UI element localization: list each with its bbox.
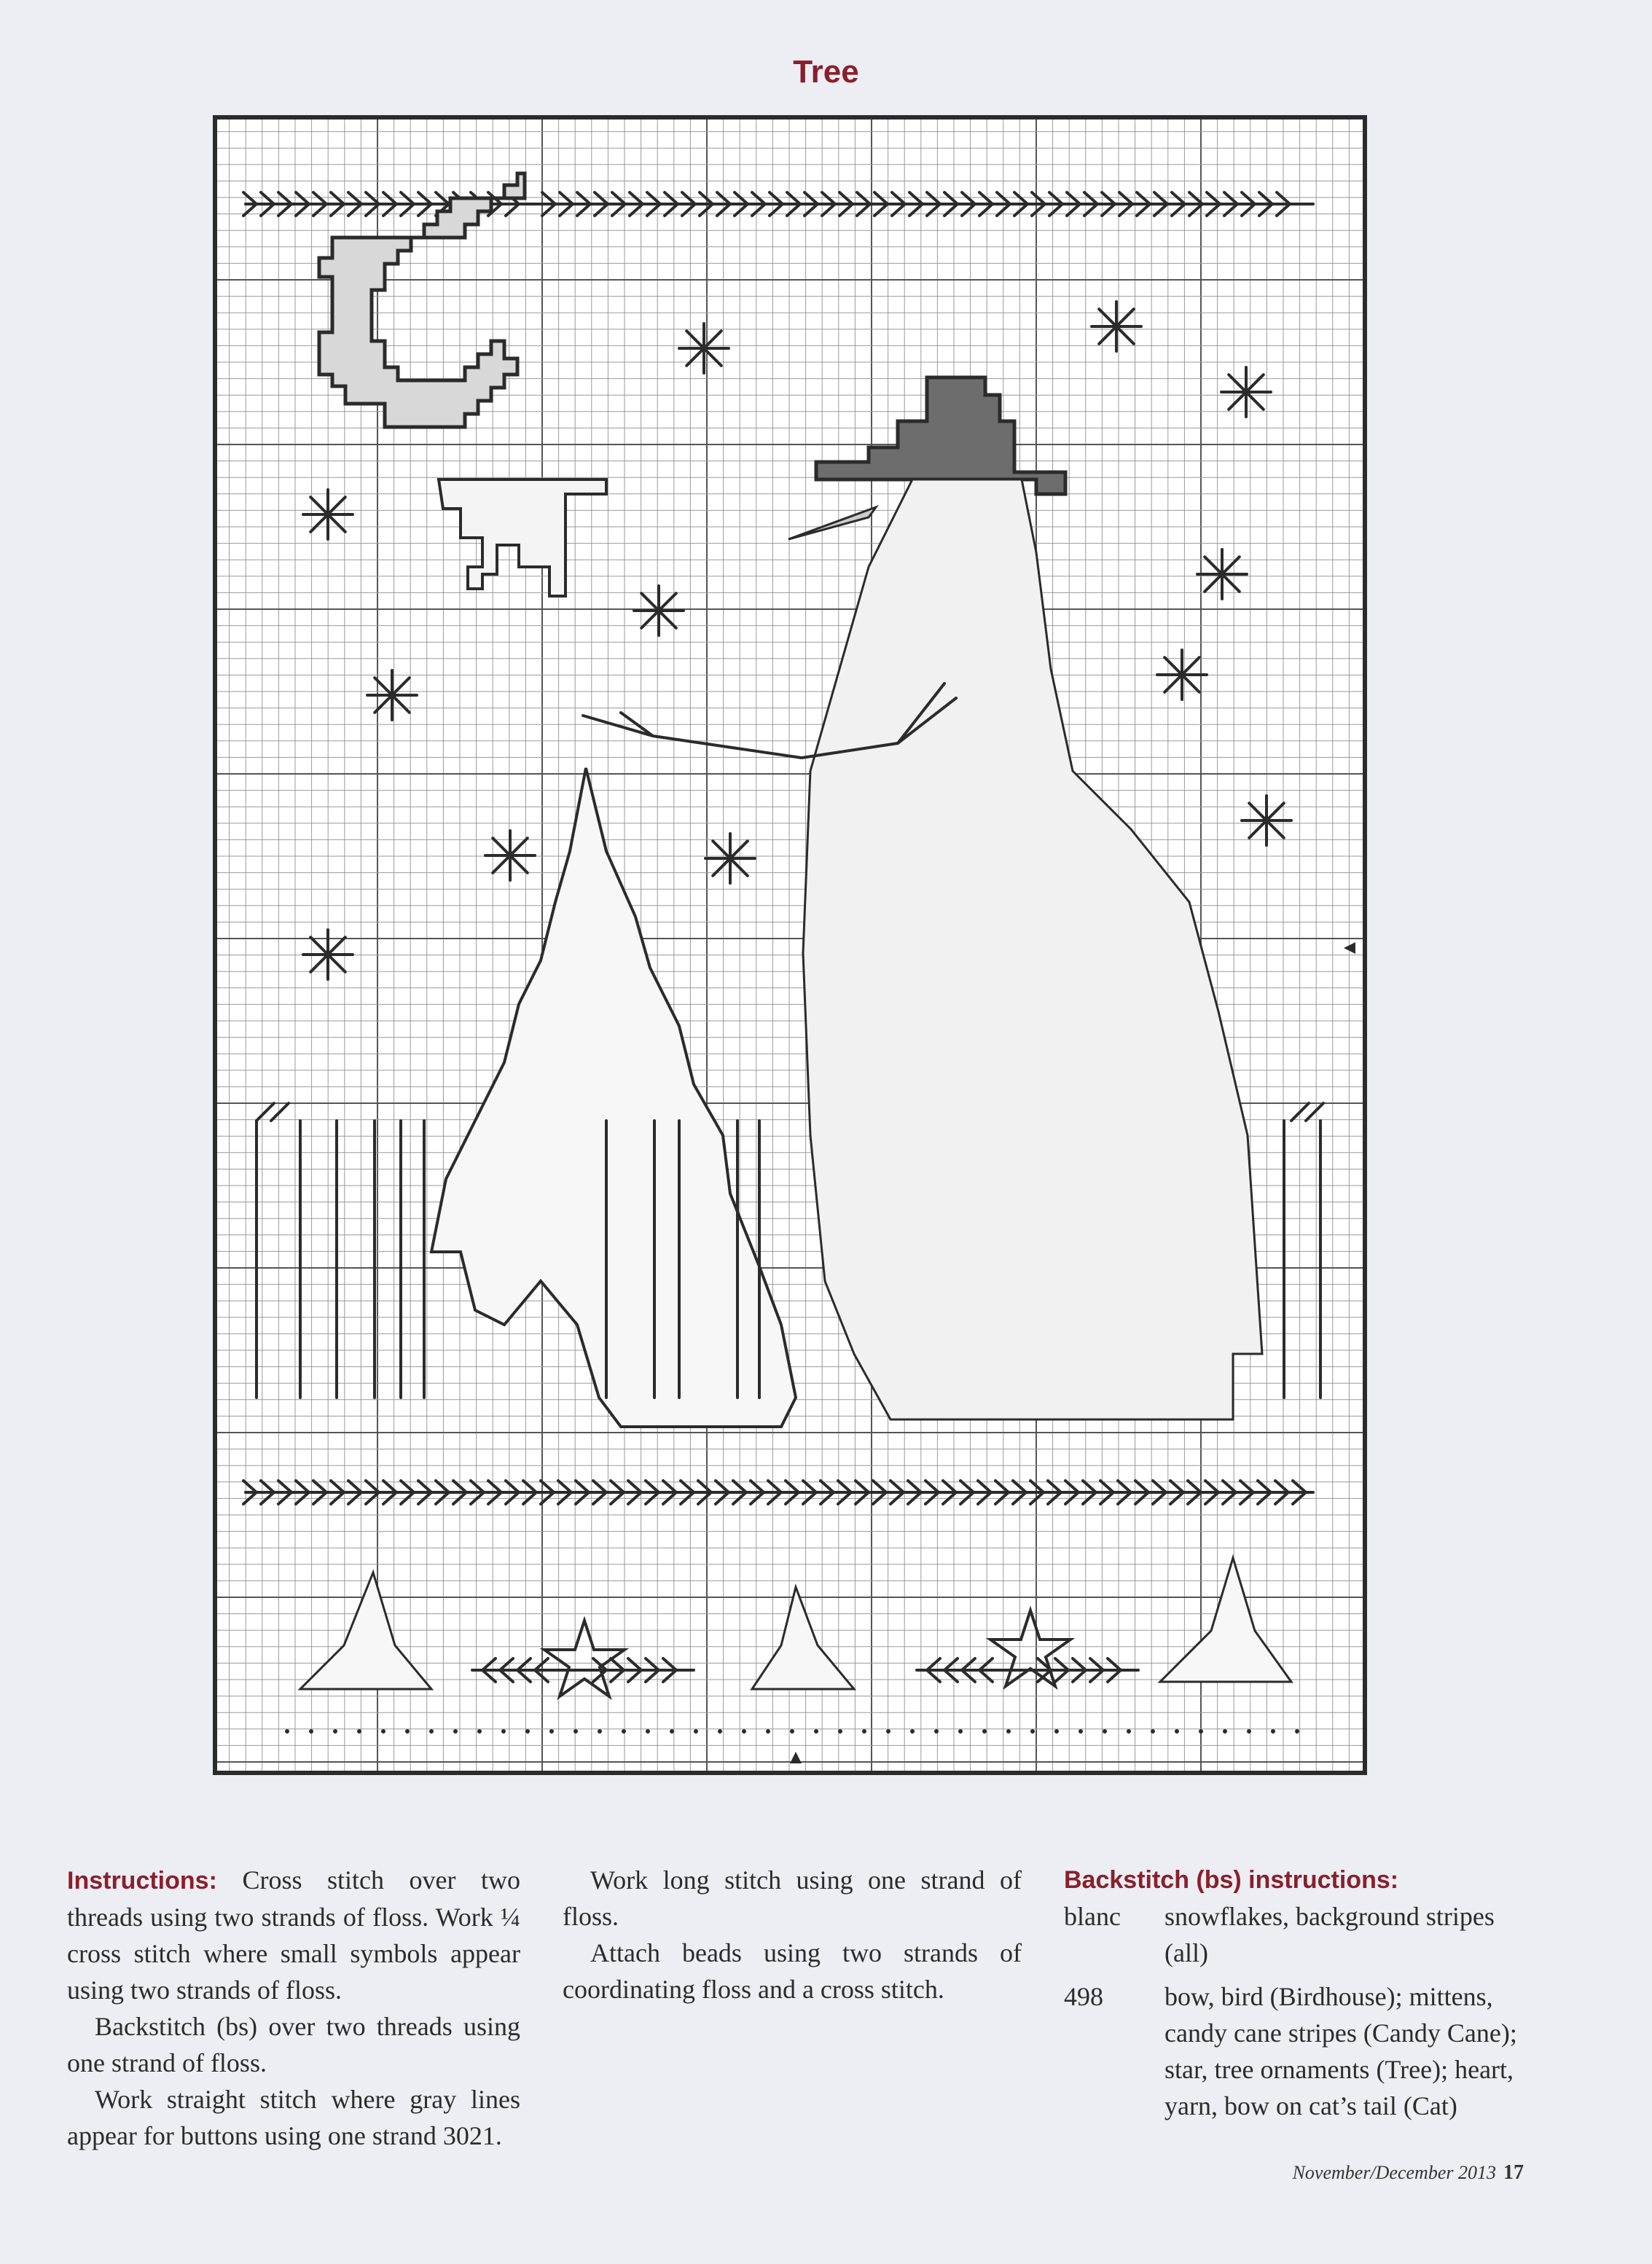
floss-description: snowflakes, background stripes (all) [1164, 1902, 1495, 1967]
instructions-p3: Work straight stitch where gray lines appear for buttons using one strand 3021. [67, 2085, 520, 2150]
instructions-p5: Attach beads using two strands of coordinating floss and a cross stitch. [563, 1938, 1022, 2004]
backstitch-heading: Backstitch (bs) instructions: [1064, 1866, 1399, 1894]
backstitch-column [1064, 1862, 1530, 2124]
instructions-p4: Work long stitch using one strand of floss. [563, 1865, 1022, 1931]
backstitch-row [1064, 1978, 1530, 2124]
instructions-p2: Backstitch (bs) over two threads using one strand of floss. [67, 2012, 520, 2077]
instructions-column-1 [67, 1862, 520, 2154]
issue-date: November/December 2013 [1292, 2162, 1496, 2183]
cross-stitch-chart [213, 115, 1367, 1775]
floss-description: bow, bird (Birdhouse); mittens, candy cane stripes (Candy Cane); star, tree ornaments (Tree); heart, yarn, bow on cat’s tail (Cat) [1164, 1982, 1517, 2120]
instructions-column-2 [563, 1862, 1022, 2008]
floss-code: blanc [1064, 1902, 1121, 1931]
backstitch-row [1064, 1898, 1530, 1971]
instructions-p1: Cross stitch over two threads using two strands of floss. Work ¼ cross stitch where small symbols appear using two strands of floss. [67, 1865, 520, 2005]
page-number: 17 [1503, 2161, 1524, 2184]
page-footer [1293, 2161, 1524, 2185]
instructions-heading: Instructions: [67, 1867, 217, 1895]
chart-title: Tree [793, 54, 859, 90]
floss-code: 498 [1064, 1982, 1103, 2011]
